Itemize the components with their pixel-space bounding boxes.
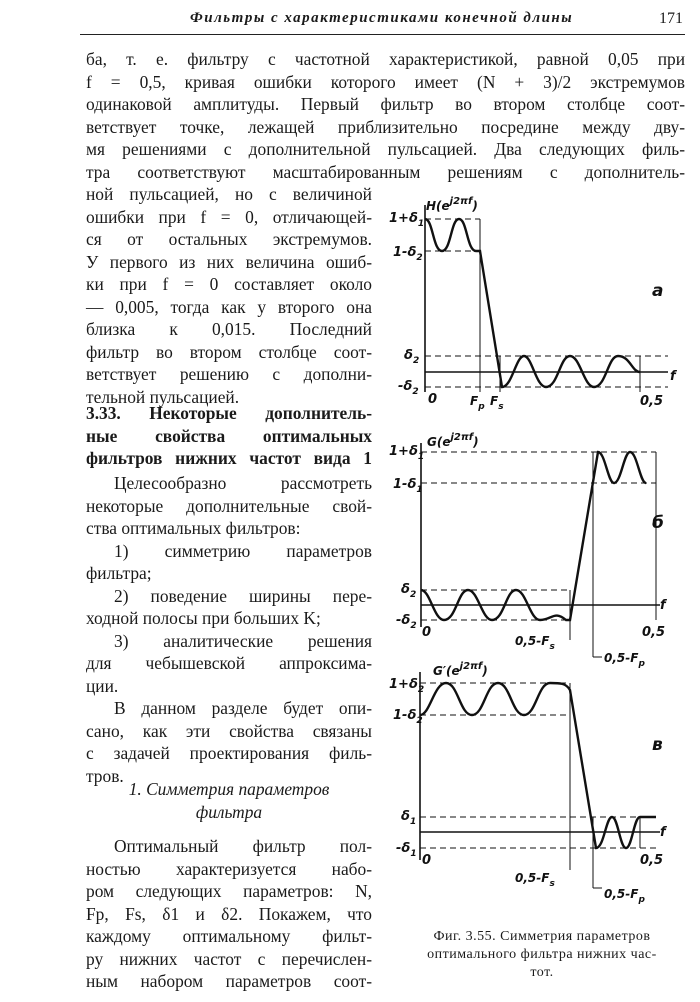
panel-a (389, 196, 678, 412)
response-curve (420, 683, 656, 848)
text-line: ходной полосы при больших K; (86, 608, 321, 628)
text-line: ся от остальных экстремумов. (86, 229, 372, 249)
text-line: одинаковой амплитуды. Первый фильтр во втором столбце соот- (86, 94, 685, 114)
y-label-top: $1+\delta_1$ (389, 444, 425, 462)
y-label-mid: $1-\delta_2$ (393, 708, 423, 726)
heading-line: фильтров нижних частот вида 1 (86, 448, 372, 468)
text-line: ции. (86, 675, 119, 696)
subsection-title-line: фильтра (195, 801, 263, 822)
y-label-minus: $-\delta_2$ (398, 379, 419, 397)
caption-line: Фиг. 3.55. Симметрия параметров (433, 929, 651, 944)
panel-letter-b: б (652, 513, 664, 533)
list-item-1: 1) симметрию параметров (114, 540, 372, 561)
y-label-mid: $1-\delta_1$ (393, 477, 423, 495)
text-line: f = 0,5, кривая ошибки которого имеет (N + 3)/2 экстремумов (86, 71, 685, 92)
y-label-plus: $\delta_1$ (401, 809, 417, 827)
panel-letter-a: а (652, 281, 664, 301)
text-line: У первого из них величина ошиб- (86, 251, 372, 272)
heading-line: 3.33. Некоторые дополнитель- (86, 403, 372, 423)
text-line: фильтр во втором столбце соот- (86, 341, 372, 362)
x-label-zero: 0 (428, 392, 438, 407)
text-line: ностью характеризуется набо- (86, 858, 372, 879)
axis-label-f: f (660, 598, 666, 613)
text-line: ки при f = 0 составляет около (86, 274, 372, 294)
x-label-m2: $0,5-F_p$ (604, 651, 645, 669)
text-line: некоторые дополнительные свой- (86, 495, 372, 516)
running-title: Фильтры с характеристиками конечной длины (190, 10, 574, 26)
list-item-2: 2) поведение ширины пере- (114, 585, 372, 606)
x-label-half: 0,5 (642, 625, 666, 640)
text-line: близка к 0,015. Последний (86, 319, 372, 339)
text-line: В данном разделе будет опи- (114, 698, 372, 718)
text-line: ства оптимальных фильтров: (86, 518, 301, 538)
text-line: ба, т. е. фильтру с частотной характеристикой, равной 0,05 при (86, 49, 685, 69)
axis-label-f: f (670, 369, 676, 384)
list-item-3: 3) аналитические решения (114, 630, 372, 651)
figure-caption (392, 928, 692, 982)
text-line: ру нижних частот с перечислен- (86, 948, 372, 969)
response-curve (421, 452, 646, 620)
text-line: Целесообразно рассмотреть (114, 473, 372, 493)
text-line: ветствует точке, лежащей приблизительно посредине между дву- (86, 116, 685, 137)
x-label-m1: $0,5-F_s$ (515, 634, 555, 652)
y-label-top: $1+\delta_2$ (389, 677, 425, 695)
text-line: сано, как эти свойства связаны (86, 720, 372, 741)
text-line: каждому оптимальному фильт- (86, 926, 372, 946)
text-line: тров. (86, 765, 124, 786)
panel-c (389, 661, 668, 905)
text-line: ной пульсацией, но с величиной (86, 184, 372, 204)
caption-line: тот. (530, 965, 554, 980)
y-label-plus: $\delta_2$ (404, 348, 420, 366)
x-label-zero: 0 (422, 625, 432, 640)
text-line: фильтра; (86, 563, 152, 583)
x-label-m2: $0,5-F_p$ (604, 887, 645, 905)
text-line: ным набором параметров соот- (86, 971, 372, 991)
text-line: Оптимальный фильтр пол- (114, 836, 372, 856)
axis-label-f: f (660, 825, 666, 840)
text-line: с задачей проектирования филь- (86, 743, 372, 763)
text-line: ветствует решению с дополни- (86, 364, 372, 384)
panel-b (389, 432, 668, 669)
text-line: для чебышевской аппроксима- (86, 653, 372, 673)
text-line: тра соответствуют масштабированным решениям с дополнитель- (86, 161, 685, 182)
x-label-fs: $F_s$ (490, 394, 504, 412)
x-label-zero: 0 (422, 853, 432, 868)
y-label-plus: $\delta_2$ (401, 582, 417, 600)
func-label: $G(e^{j2\pi f})$ (427, 432, 479, 449)
y-label-minus: $-\delta_1$ (396, 841, 417, 859)
x-label-fp: $F_p$ (470, 394, 485, 412)
heading-line: ные свойства оптимальных (86, 425, 372, 446)
y-label-minus: $-\delta_2$ (396, 613, 417, 631)
caption-line: оптимального фильтра нижних час- (427, 947, 657, 962)
text-line: Fp, Fs, δ1 и δ2. Покажем, что (86, 903, 372, 924)
text-line: ром следующих параметров: N, (86, 881, 372, 901)
y-label-mid: $1-\delta_2$ (393, 245, 423, 263)
text-line: ошибки при f = 0, отличающей- (86, 206, 372, 227)
func-label: $H(e^{j2\pi f})$ (426, 196, 478, 213)
text-line: — 0,005, тогда как у второго она (86, 296, 372, 317)
panel-letter-c: в (652, 735, 663, 755)
page-number: 171 (659, 10, 683, 27)
x-label-half: 0,5 (640, 853, 664, 868)
response-curve (425, 219, 640, 387)
text-line: мя решениями с дополнительной пульсацией. Два следующих филь- (86, 139, 685, 159)
x-label-half: 0,5 (640, 394, 664, 409)
x-label-m1: $0,5-F_s$ (515, 871, 555, 889)
y-label-top: $1+\delta_1$ (389, 211, 425, 229)
subsection-title-line: 1. Симметрия параметров (128, 779, 330, 799)
text-line: тельной пульсацией. (86, 386, 240, 407)
func-label: $G'(e^{j2\pi f})$ (433, 661, 488, 678)
